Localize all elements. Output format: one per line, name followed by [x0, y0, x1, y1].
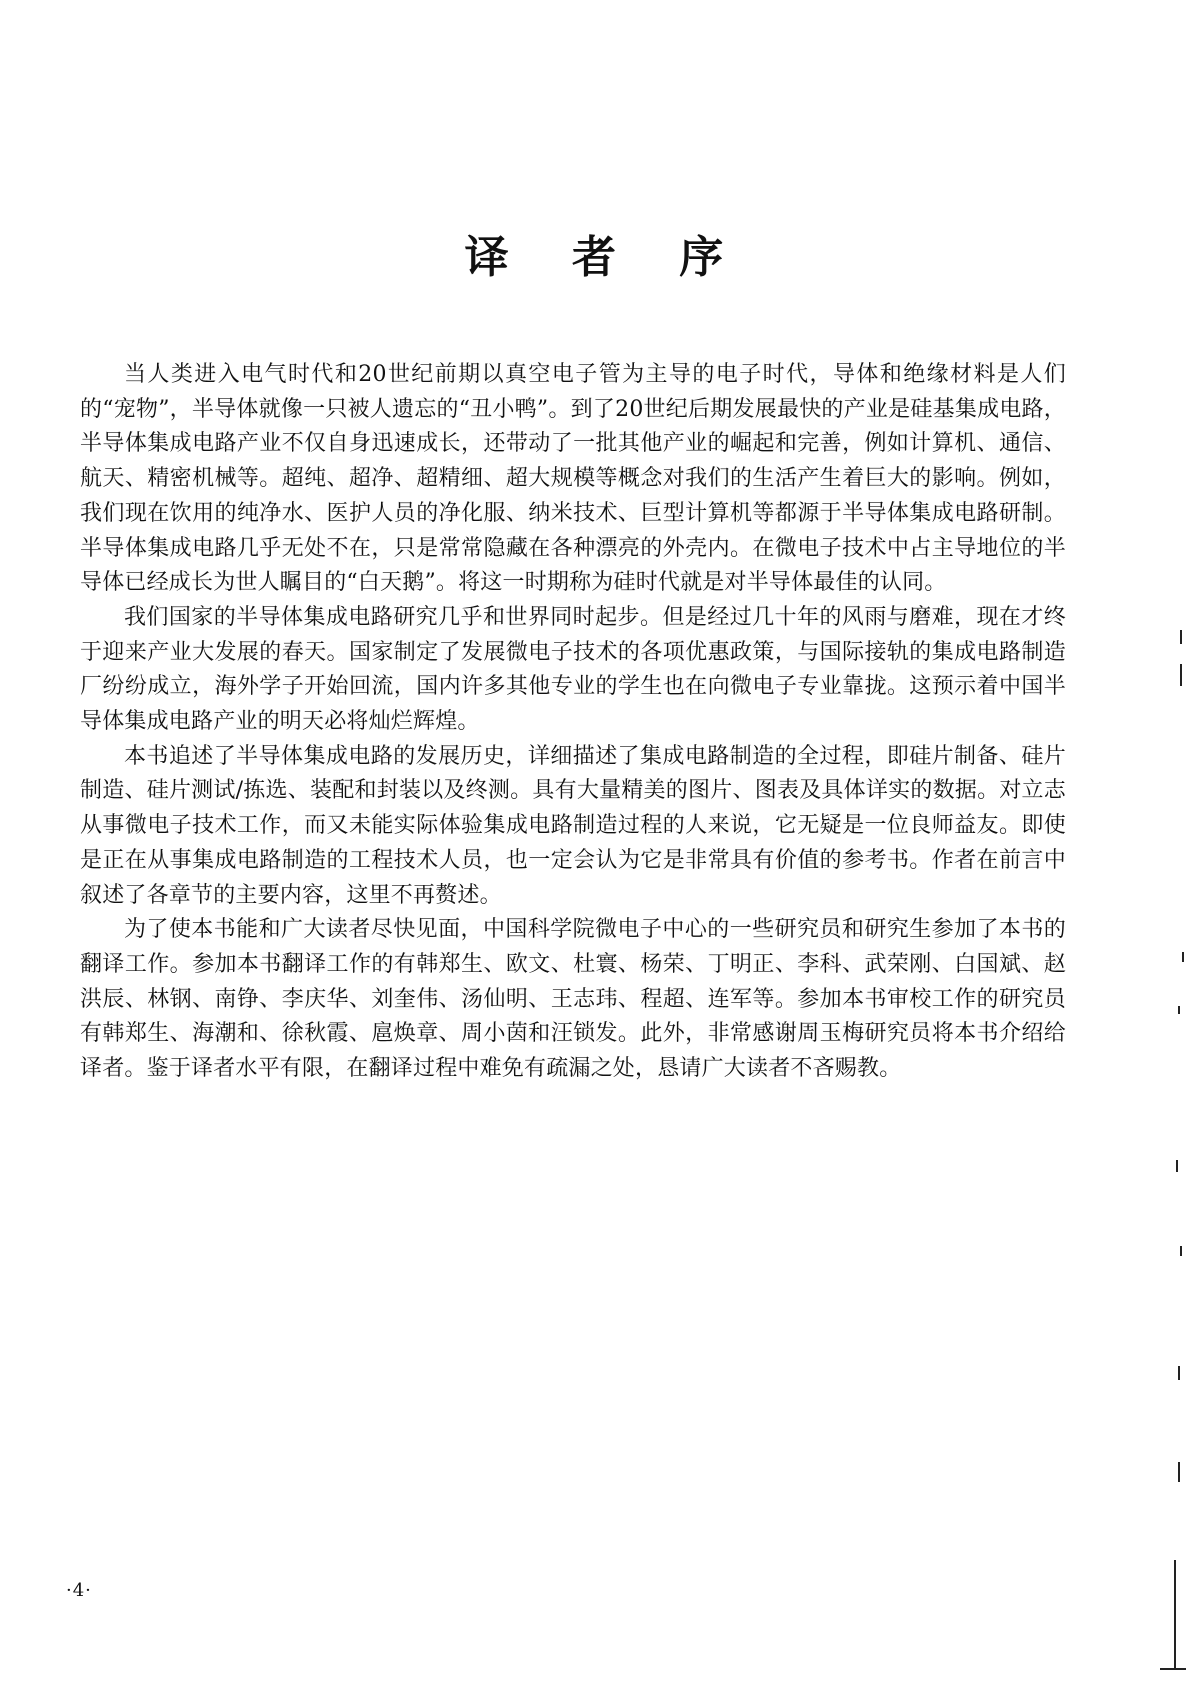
paragraph-2: 我们国家的半导体集成电路研究几乎和世界同时起步。但是经过几十年的风雨与磨难，现在才终于迎来产业大发展的春天。国家制定了发展微电子技术的各项优惠政策，与国际接轨的集成电路制造厂纷纷成立，海外学子开始回流，国内许多其他专业的学生也在向微电子专业靠拢。这预示着中国半导体集成电路产业的明天必将灿烂辉煌。: [80, 604, 1066, 735]
page-title: 译 者 序: [464, 232, 748, 283]
paragraph-4: 为了使本书能和广大读者尽快见面，中国科学院微电子中心的一些研究员和研究生参加了本书的翻译工作。参加本书翻译工作的有韩郑生、欧文、杜寰、杨荣、丁明正、李科、武荣刚、白国斌、赵洪辰、林钢、南铮、李庆华、刘奎伟、汤仙明、王志玮、程超、连军等。参加本书审校工作的研究员有韩郑生、海潮和、徐秋霞、扈焕章、周小茵和汪锁发。此外，非常感谢周玉梅研究员将本书介绍给译者。鉴于译者水平有限，在翻译过程中难免有疏漏之处，恳请广大读者不吝赐教。: [80, 917, 1066, 1082]
paragraph-1: 当人类进入电气时代和20世纪前期以真空电子管为主导的电子时代，导体和绝缘材料是人们的“宠物”，半导体就像一只被人遗忘的“丑小鸭”。到了20世纪后期发展最快的产业是硅基集成电路，半导体集成电路产业不仅自身迅速成长，还带动了一批其他产业的崛起和完善，例如计算机、通信、航天、精密机械等。超纯、超净、超精细、超大规模等概念对我们的生活产生着巨大的影响。例如，我们现在饮用的纯净水、医护人员的净化服、纳米技术、巨型计算机等都源于半导体集成电路研制。半导体集成电路几乎无处不在，只是常常隐藏在各种漂亮的外壳内。在微电子技术中占主导地位的半导体已经成长为世人瞩目的“白天鹅”。将这一时期称为硅时代就是对半导体最佳的认同。: [80, 362, 1066, 596]
body-text: [80, 358, 1066, 1087]
page-number: ·4·: [66, 1580, 92, 1601]
paragraph-3: 本书追述了半导体集成电路的发展历史，详细描述了集成电路制造的全过程，即硅片制备、硅片制造、硅片测试/拣选、装配和封装以及终测。具有大量精美的图片、图表及具体详实的数据。对立志从事微电子技术工作，而又未能实际体验集成电路制造过程的人来说，它无疑是一位良师益友。即使是正在从事集成电路制造的工程技术人员，也一定会认为它是非常具有价值的参考书。作者在前言中叙述了各章节的主要内容，这里不再赘述。: [80, 743, 1066, 908]
